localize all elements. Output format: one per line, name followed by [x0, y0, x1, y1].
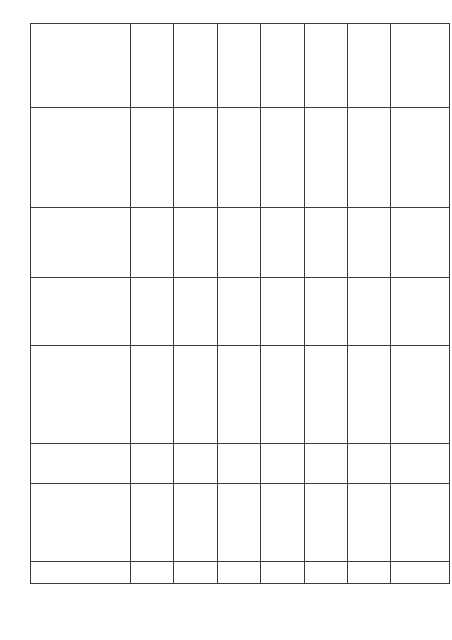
header-cell-5 — [31, 208, 131, 278]
table-row — [304, 24, 347, 584]
row-cell — [174, 208, 217, 278]
row-cell — [304, 24, 347, 108]
row-cell — [347, 108, 390, 208]
table-row — [131, 24, 174, 584]
row-cell — [131, 346, 174, 444]
row-cell — [261, 278, 304, 346]
row-cell — [217, 278, 260, 346]
row-cell — [261, 562, 304, 584]
row-cell — [347, 208, 390, 278]
row-cell — [391, 444, 450, 484]
row-cell — [304, 484, 347, 562]
row-cell — [391, 484, 450, 562]
row-cell — [217, 208, 260, 278]
row-cell — [347, 24, 390, 108]
row-cell — [304, 278, 347, 346]
table-row — [391, 24, 450, 584]
row-cell — [261, 444, 304, 484]
row-cell — [304, 108, 347, 208]
row-cell — [174, 24, 217, 108]
row-cell — [391, 278, 450, 346]
row-cell — [347, 278, 390, 346]
row-cell — [131, 444, 174, 484]
row-cell — [174, 562, 217, 584]
row-cell — [174, 278, 217, 346]
row-cell — [304, 562, 347, 584]
row-cell — [174, 444, 217, 484]
row-cell — [217, 444, 260, 484]
row-cell — [174, 484, 217, 562]
row-cell — [131, 484, 174, 562]
row-cell — [217, 108, 260, 208]
row-cell — [391, 346, 450, 444]
row-cell — [174, 108, 217, 208]
table-row — [174, 24, 217, 584]
row-cell — [217, 562, 260, 584]
row-cell — [391, 24, 450, 108]
row-cell — [261, 108, 304, 208]
row-cell — [391, 562, 450, 584]
row-cell — [261, 24, 304, 108]
row-cell — [261, 208, 304, 278]
row-cell — [304, 444, 347, 484]
row-cell — [217, 346, 260, 444]
header-cell-7 — [31, 24, 131, 108]
row-cell — [304, 346, 347, 444]
row-cell — [131, 208, 174, 278]
row-cell — [347, 346, 390, 444]
header-cell-1 — [31, 484, 131, 562]
header-cell-6 — [31, 108, 131, 208]
row-cell — [174, 346, 217, 444]
table-row — [347, 24, 390, 584]
row-cell — [131, 562, 174, 584]
row-cell — [131, 108, 174, 208]
land-plots-table — [30, 23, 450, 584]
row-cell — [131, 278, 174, 346]
row-cell — [131, 24, 174, 108]
row-cell — [391, 108, 450, 208]
header-cell-3 — [31, 346, 131, 444]
row-cell — [217, 484, 260, 562]
row-cell — [217, 24, 260, 108]
row-cell — [261, 484, 304, 562]
table-header-row — [31, 24, 131, 584]
header-cell-4 — [31, 278, 131, 346]
row-cell — [304, 208, 347, 278]
row-cell — [347, 484, 390, 562]
table-row — [217, 24, 260, 584]
table-row — [261, 24, 304, 584]
row-cell — [347, 444, 390, 484]
row-cell — [347, 562, 390, 584]
header-cell-0 — [31, 562, 131, 584]
rotated-table-wrapper — [30, 24, 450, 584]
row-cell — [391, 208, 450, 278]
header-cell-2 — [31, 444, 131, 484]
row-cell — [261, 346, 304, 444]
